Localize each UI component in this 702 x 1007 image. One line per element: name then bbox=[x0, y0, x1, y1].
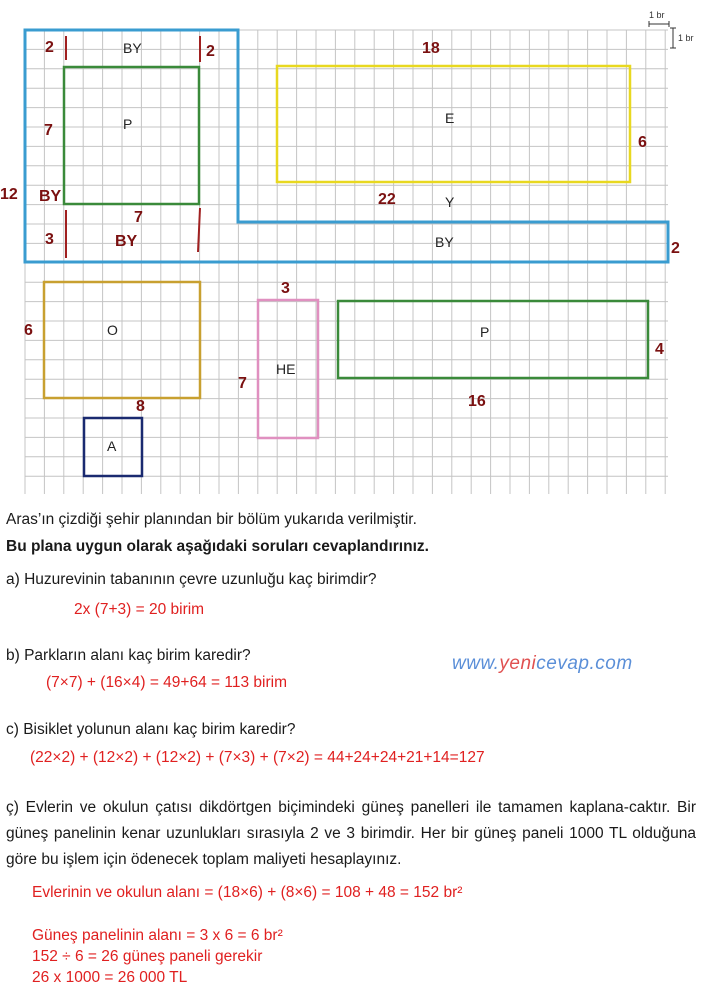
label-by-top: BY bbox=[123, 40, 142, 56]
dim-by-top-left: 2 bbox=[45, 39, 54, 56]
dim-hospital-height: 7 bbox=[238, 375, 247, 392]
answer-d-line3: 152 ÷ 6 = 26 güneş paneli gerekir bbox=[32, 948, 263, 965]
answer-d-line2: Güneş panelinin alanı = 3 x 6 = 6 br² bbox=[32, 927, 283, 944]
dim-park-bottom-height: 4 bbox=[655, 341, 664, 358]
city-plan-grid bbox=[0, 0, 702, 500]
label-park-top: P bbox=[123, 116, 133, 132]
question-d: ç) Evlerin ve okulun çatısı dikdörtgen biçimindeki güneş panelleri ile tamamen kaplana-caktır. Bir güneş panelinin kenar uzunlukları sırasıyla 2 ve 3 birimdir. Her bir güneş paneli 1000 TL olduğuna göre bu işlem için ödenecek toplam maliyeti hesaplayınız. bbox=[6, 799, 696, 868]
dim-by-right-height: 2 bbox=[671, 240, 680, 257]
label-road: Y bbox=[445, 194, 455, 210]
watermark-com: .com bbox=[589, 653, 633, 674]
dim-hospital-width: 3 bbox=[281, 280, 290, 297]
dim-by-top-right: 2 bbox=[206, 43, 215, 60]
label-by-mid: BY bbox=[39, 188, 62, 205]
answer-a: 2x (7+3) = 20 birim bbox=[74, 601, 205, 618]
instruction-text: Bu plana uygun olarak aşağıdaki soruları cevaplandırınız. bbox=[6, 538, 429, 555]
scale-horizontal-label: 1 br bbox=[649, 10, 665, 20]
label-by-bottom-left: BY bbox=[115, 233, 138, 250]
dim-school-width: 8 bbox=[136, 398, 145, 415]
park-bottom-rect bbox=[338, 301, 648, 378]
label-school: O bbox=[107, 322, 118, 338]
answer-c: (22×2) + (12×2) + (12×2) + (7×3) + (7×2) = 44+24+24+21+14=127 bbox=[30, 749, 485, 766]
scale-indicator bbox=[649, 21, 676, 48]
label-market: A bbox=[107, 438, 117, 454]
dim-by-bottom-height: 3 bbox=[45, 231, 54, 248]
label-park-bottom: P bbox=[480, 324, 490, 340]
label-hospital: HE bbox=[276, 361, 296, 377]
scale-vertical-label: 1 br bbox=[678, 33, 694, 43]
dim-frame-width: 22 bbox=[378, 191, 396, 208]
dim-school-height: 6 bbox=[24, 322, 33, 339]
label-houses: E bbox=[445, 110, 455, 126]
dim-frame-height: 12 bbox=[0, 186, 18, 203]
park-top-rect bbox=[64, 67, 199, 204]
dim-park-top-bottom: 7 bbox=[134, 209, 143, 226]
answer-d-line4: 26 x 1000 = 26 000 TL bbox=[32, 969, 188, 986]
dim-park-bottom-width: 16 bbox=[468, 393, 486, 410]
watermark-yeni: yeni bbox=[499, 653, 537, 674]
label-by-bottom-right: BY bbox=[435, 234, 454, 250]
question-b: b) Parkların alanı kaç birim karedir? bbox=[6, 647, 251, 664]
dim-park-top-side: 7 bbox=[44, 122, 53, 139]
watermark-www: www. bbox=[452, 653, 500, 674]
watermark-cevap: cevap bbox=[536, 653, 590, 674]
question-a: a) Huzurevinin tabanının çevre uzunluğu kaç birimdir? bbox=[6, 571, 377, 588]
question-c: c) Bisiklet yolunun alanı kaç birim karedir? bbox=[6, 721, 296, 738]
answer-d-line1: Evlerinin ve okulun alanı = (18×6) + (8×6) = 108 + 48 = 152 br² bbox=[32, 884, 463, 901]
dim-houses-width: 18 bbox=[422, 40, 440, 57]
intro-text: Aras’ın çizdiği şehir planından bir bölüm yukarıda verilmiştir. bbox=[6, 511, 417, 528]
answer-b: (7×7) + (16×4) = 49+64 = 113 birim bbox=[46, 674, 287, 691]
watermark bbox=[452, 653, 633, 675]
dim-houses-height: 6 bbox=[638, 134, 647, 151]
